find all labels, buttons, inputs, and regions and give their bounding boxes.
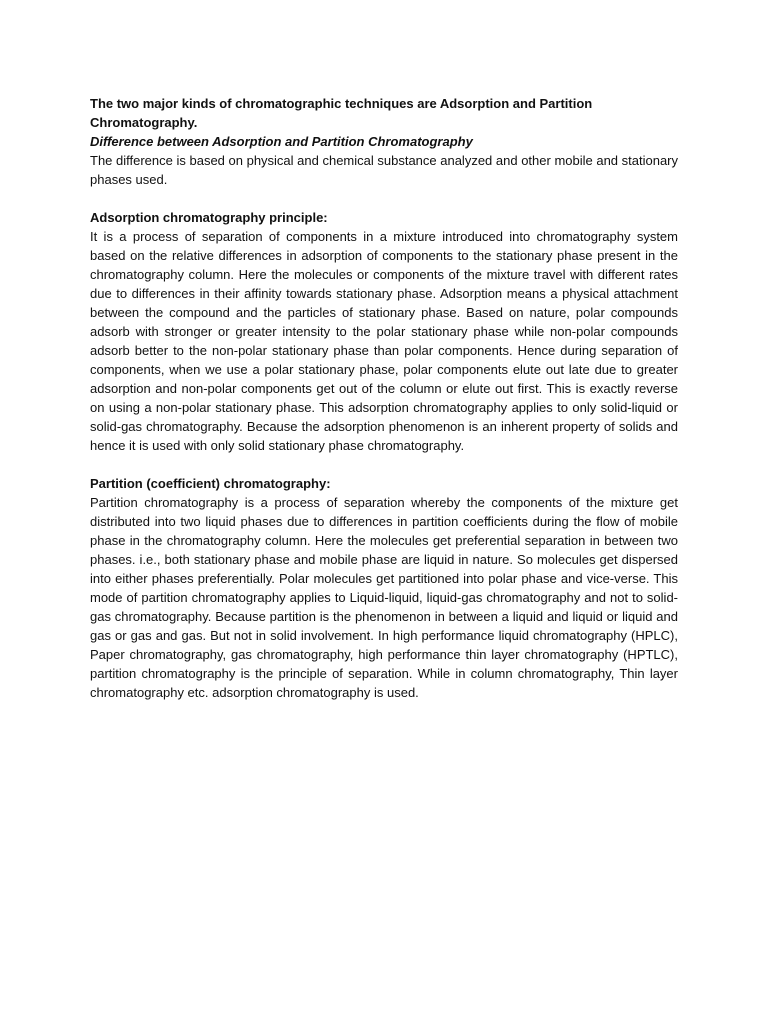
intro-heading: The two major kinds of chromatographic techniques are Adsorption and Partition Chromatography.: [90, 96, 593, 130]
section-body-partition: Partition chromatography is a process of separation whereby the components of the mixture get distributed into two liquid phases due to differences in partition coefficients during the flow of mobile phase in the chromatography column. Here the molecules get preferential separation in between two phases. i.e., both stationary phase and mobile phase are liquid in nature. So molecules get dispersed into either phases preferentially. Polar molecules get partitioned into polar phase and vice-verse. This mode of partition chromatography applies to Liquid-liquid, liquid-gas chromatography and not to solid-gas chromatography. Because partition is the phenomenon in between a liquid and liquid or liquid and gas or gas and gas. But not in solid involvement. In high performance liquid chromatography (HPLC), Paper chromatography, gas chromatography, high performance thin layer chromatography (HPTLC), partition chromatography is the principle of separation. While in column chromatography, Thin layer chromatography etc. adsorption chromatography is used.: [90, 495, 678, 700]
section-heading-partition: Partition (coefficient) chromatography:: [90, 476, 331, 491]
section-partition: [90, 474, 678, 702]
document-subtitle: Difference between Adsorption and Partition Chromatography: [90, 134, 473, 149]
section-heading-adsorption: Adsorption chromatography principle:: [90, 210, 328, 225]
section-adsorption: [90, 208, 678, 455]
document-page: [90, 94, 678, 702]
intro-paragraph: The difference is based on physical and chemical substance analyzed and other mobile and stationary phases used.: [90, 153, 679, 187]
section-body-adsorption: It is a process of separation of components in a mixture introduced into chromatography system based on the relative differences in adsorption of components to the stationary phase present in the chromatography column. Here the molecules or components of the mixture travel with different rates due to differences in their affinity towards stationary phase. Adsorption means a physical attachment between the compound and the particles of stationary phase. Based on nature, polar compounds adsorb with stronger or greater intensity to the polar stationary phase while non-polar compounds adsorb better to the non-polar stationary phase than polar components. Hence during separation of components, when we use a polar stationary phase, polar components elute out late due to greater adsorption and non-polar components get out of the column or elute out first. This is exactly reverse on using a non-polar stationary phase. This adsorption chromatography applies to only solid-liquid or solid-gas chromatography. Because the adsorption phenomenon is an inherent property of solids and hence it is used with only solid stationary phase chromatography.: [90, 229, 678, 453]
